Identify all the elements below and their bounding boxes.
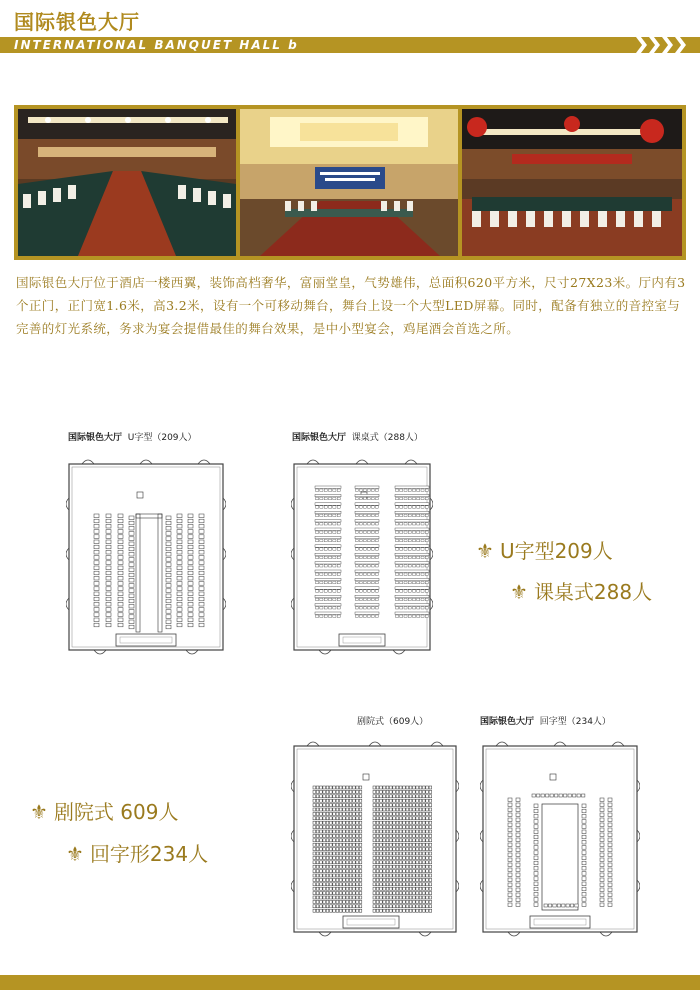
floor-plan-u-shape <box>66 458 226 658</box>
footer-bar <box>0 975 700 990</box>
hall-photo-3 <box>462 109 682 256</box>
plan-title-u-shape: 国际银色大厅 U字型（209人） <box>68 433 197 443</box>
plan-title-hollow-square: 国际银色大厅 回字型（234人） <box>480 717 611 727</box>
hall-photo-2 <box>240 109 458 256</box>
caption-u-shape: ⚜ U字型209人 <box>476 539 613 563</box>
plan-title-theater: 剧院式（609人） <box>357 717 429 727</box>
caption-hollow-square: ⚜ 回字形234人 <box>66 842 209 866</box>
chevron-decoration-icon <box>636 37 686 53</box>
page-title: 国际银色大厅 <box>14 10 140 34</box>
plan-title-classroom: 国际银色大厅 课桌式（288人） <box>292 433 423 443</box>
fleur-de-lis-icon: ⚜ <box>66 842 84 866</box>
floor-plan-theater <box>291 740 459 940</box>
fleur-de-lis-icon: ⚜ <box>476 539 494 563</box>
floor-plan-classroom <box>291 458 433 658</box>
caption-classroom: ⚜ 课桌式288人 <box>510 580 653 604</box>
fleur-de-lis-icon: ⚜ <box>510 580 528 604</box>
caption-theater: ⚜ 剧院式 609人 <box>30 800 179 824</box>
header-subtitle: INTERNATIONAL BANQUET HALL b <box>14 38 299 52</box>
fleur-de-lis-icon: ⚜ <box>30 800 48 824</box>
photo-strip <box>14 105 686 260</box>
header-bar <box>0 37 700 53</box>
hall-photo-1 <box>18 109 236 256</box>
hall-description: 国际银色大厅位于酒店一楼西翼，装饰高档奢华，富丽堂皇，气势雄伟，总面积620平方米，尺寸27X23米。厅内有3个正门，正门宽1.6米，高3.2米，设有一个可移动舞台，舞台上设一个大型LED屏幕。同时，配备有独立的音控室与完善的灯光系统，务求为宴会提借最佳的舞台效果，是中小型宴会，鸡尾酒会首选之所。 <box>16 275 686 336</box>
floor-plan-hollow-square <box>480 740 640 940</box>
